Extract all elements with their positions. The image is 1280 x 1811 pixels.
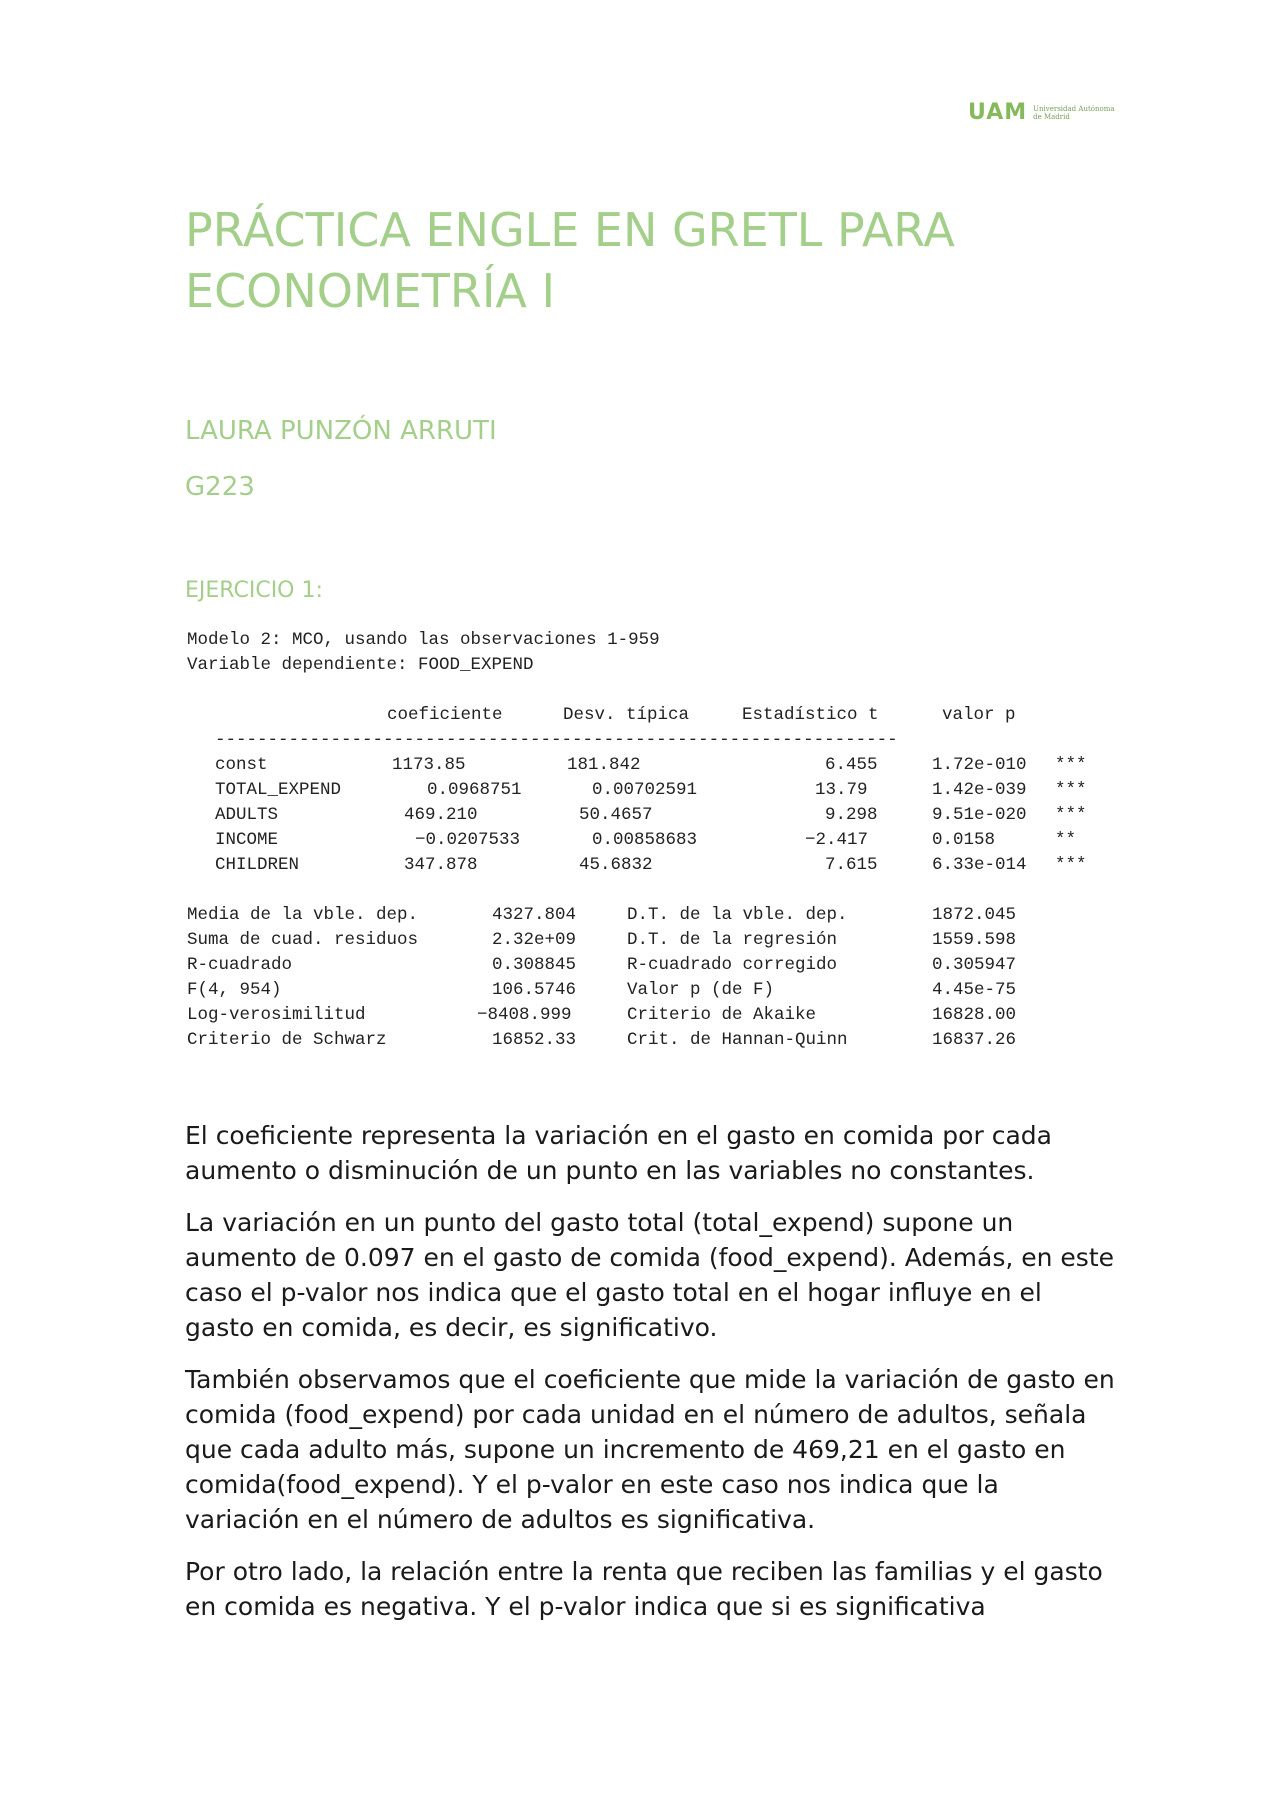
uam-logo xyxy=(968,100,1115,125)
table-row: TOTAL_EXPEND 0.0968751 0.00702591 13.79 1.42e-039 *** xyxy=(215,780,1087,800)
stats-row: Criterio de Schwarz 16852.33 Crit. de Hannan-Quinn 16837.26 xyxy=(187,1030,1017,1050)
table-row: INCOME −0.0207533 0.00858683 −2.417 0.0158 ** xyxy=(215,830,1077,850)
stats-row: F(4, 954) 106.5746 Valor p (de F) 4.45e-75 xyxy=(187,980,1017,1000)
paragraph: El coeficiente representa la variación en el gasto en comida por cada aumento o disminución de un punto en las variables no constantes. xyxy=(185,1121,1052,1185)
table-separator: ----------------------------------------------------------------- xyxy=(215,730,898,750)
dependent-variable-line: Variable dependiente: FOOD_EXPEND xyxy=(187,655,534,675)
paragraph: También observamos que el coeficiente que mide la variación de gasto en comida (food_expend) por cada unidad en el número de adultos, señala que cada adulto más, supone un incremento de 469,21 en el gasto en comida(food_expend). Y el p-valor en este caso nos indica que la variación en el número de adultos es significativa. xyxy=(185,1365,1115,1534)
document-title-line1: PRÁCTICA ENGLE EN GRETL PARA xyxy=(185,203,955,257)
document-title xyxy=(185,200,1145,322)
stats-row: Log-verosimilitud −8408.999 Criterio de Akaike 16828.00 xyxy=(187,1005,1017,1025)
uam-logo-text-line2: de Madrid xyxy=(1033,112,1070,121)
document-title-line2: ECONOMETRÍA I xyxy=(185,264,556,318)
paragraph: La variación en un punto del gasto total (total_expend) supone un aumento de 0.097 en el gasto de comida (food_expend). Además, en este caso el p-valor nos indica que el gasto total en el hogar influye en el gasto en comida, es decir, es significativo. xyxy=(185,1208,1115,1342)
table-row: CHILDREN 347.878 45.6832 7.615 6.33e-014 *** xyxy=(215,855,1087,875)
stats-row: R-cuadrado 0.308845 R-cuadrado corregido 0.305947 xyxy=(187,955,1017,975)
uam-logo-text-line1: Universidad Autónoma xyxy=(1033,104,1115,113)
uam-logo-text xyxy=(1033,105,1114,121)
stats-row: Suma de cuad. residuos 2.32e+09 D.T. de la regresión 1559.598 xyxy=(187,930,1017,950)
uam-logo-mark: UAM xyxy=(968,100,1028,125)
header-t: Estadístico t xyxy=(742,705,879,725)
table-row: const 1173.85 181.842 6.455 1.72e-010 *** xyxy=(215,755,1087,775)
gretl-output xyxy=(187,628,1107,1053)
header-coef: coeficiente xyxy=(387,705,503,725)
header-p: valor p xyxy=(942,705,1016,725)
table-row: ADULTS 469.210 50.4657 9.298 9.51e-020 *** xyxy=(215,805,1087,825)
paragraph: Por otro lado, la relación entre la renta que reciben las familias y el gasto en comida es negativa. Y el p-valor indica que si es significativa xyxy=(185,1557,1103,1621)
coefficient-table-header xyxy=(187,703,1107,728)
exercise-heading: EJERCICIO 1: xyxy=(185,578,323,603)
author-name: LAURA PUNZÓN ARRUTI xyxy=(185,416,497,446)
model-line: Modelo 2: MCO, usando las observaciones 1-959 xyxy=(187,630,660,650)
header-se: Desv. típica xyxy=(563,705,690,725)
body-text xyxy=(185,1118,1115,1641)
group-code: G223 xyxy=(185,472,255,502)
stats-row: Media de la vble. dep. 4327.804 D.T. de la vble. dep. 1872.045 xyxy=(187,905,1017,925)
